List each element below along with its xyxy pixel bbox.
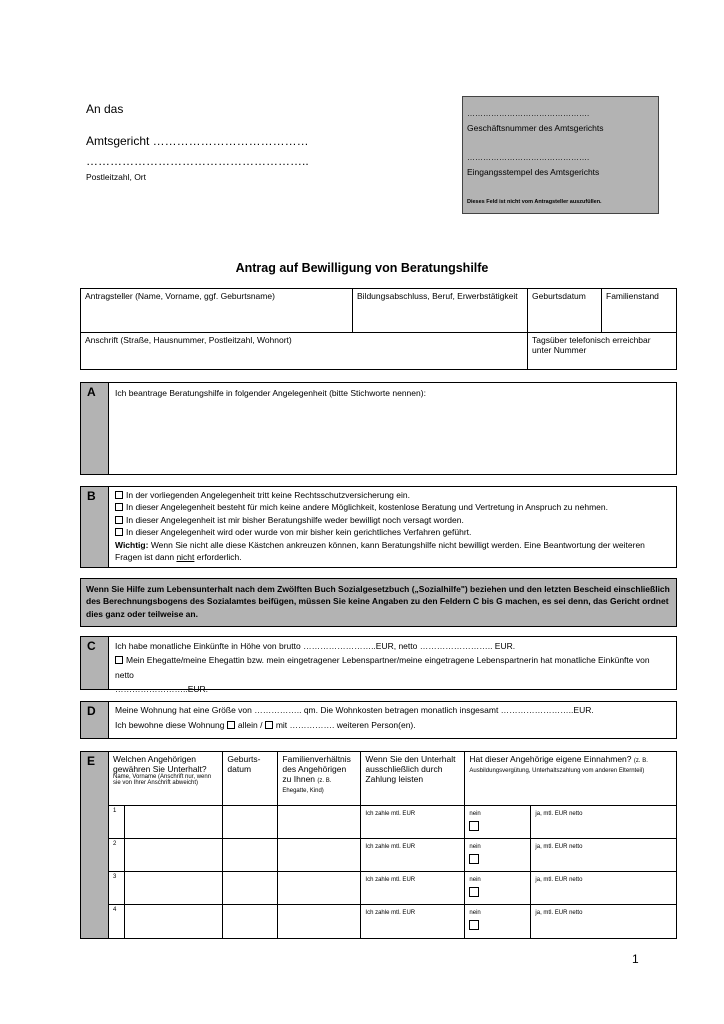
housing-size-line[interactable]: Meine Wohnung hat eine Größe von …………….. qm. Die Wohnkosten betragen monatlich insgesamt ……………………..EUR. [115, 705, 594, 715]
section-a-text: Ich beantrage Beratungshilfe in folgender Angelegenheit (bitte Stichworte nennen): [115, 388, 426, 398]
dependent-income-no: nein [465, 839, 531, 872]
section-b-letter: B [81, 487, 109, 567]
dependent-relation-field[interactable] [278, 872, 361, 905]
page-number: 1 [632, 952, 639, 966]
dependent-birthdate-field[interactable] [223, 905, 278, 939]
spouse-income-line: Mein Ehegatte/meine Ehegattin bzw. mein eingetragener Lebenspartner/meine eingetragene Lebenspartnerin hat monatliche Einkünfte von netto [115, 655, 650, 680]
section-d [80, 701, 677, 739]
dependents-name-header: Welchen Angehörigen gewähren Sie Unterhalt? Name, Vorname (Anschrift nur, wenn sie von Ihrer Anschrift abweicht) [109, 752, 223, 806]
dependent-birthdate-field[interactable] [223, 839, 278, 872]
housing-occupancy-line: Ich bewohne diese Wohnung allein / mit ……………. weiteren Person(en). [115, 719, 416, 730]
b-checkbox-1[interactable] [115, 491, 123, 499]
dependent-payment-field[interactable]: Ich zahle mtl. EUR [361, 872, 465, 905]
applicant-name-field[interactable] [81, 289, 353, 333]
dependents-relation-header: Familienverhältnis des Angehörigen zu Ihnen (z. B. Ehegatte, Kind) [278, 752, 361, 806]
spouse-income-amount[interactable]: ……………………..EUR. [115, 684, 209, 695]
matter-description-field[interactable] [109, 383, 676, 474]
dependents-birthdate-header: Geburts-datum [223, 752, 278, 806]
case-number-label: Geschäftsnummer des Amtsgerichts [467, 123, 604, 133]
section-c [80, 636, 677, 695]
dependents-row-3: 3 Ich zahle mtl. EUR nein ja, mtl. EUR netto [109, 872, 677, 905]
dependents-income-header: Hat dieser Angehörige eigene Einnahmen? (z. B. Ausbildungsvergütung, Unterhaltszahlung vom anderen Elternteil) [465, 752, 677, 806]
spouse-checkbox[interactable] [115, 656, 123, 664]
dependent-relation-field[interactable] [278, 905, 361, 939]
dependent-payment-field[interactable]: Ich zahle mtl. EUR [361, 806, 465, 839]
no-income-checkbox[interactable] [469, 920, 479, 930]
section-a-letter: A [81, 383, 109, 474]
b-checkbox-2[interactable] [115, 503, 123, 511]
dependent-income-no: nein [465, 872, 531, 905]
dependent-name-field[interactable] [125, 872, 223, 905]
phone-label: Tagsüber telefonisch erreichbar unter Nummer [532, 335, 651, 355]
b-item-4: In dieser Angelegenheit wird oder wurde von mir bisher kein gerichtliches Verfahren geführt. [115, 526, 670, 538]
dependent-birthdate-field[interactable] [223, 806, 278, 839]
dependent-income-yes-field[interactable]: ja, mtl. EUR netto [531, 905, 677, 939]
b-checkbox-3[interactable] [115, 516, 123, 524]
case-number-dots: ………………………………………. [467, 109, 590, 118]
applicant-name-label: Antragsteller (Name, Vorname, ggf. Geburtsname) [85, 291, 275, 301]
dependent-income-no: nein [465, 806, 531, 839]
phone-field[interactable] [528, 333, 677, 370]
dependent-payment-field[interactable]: Ich zahle mtl. EUR [361, 905, 465, 939]
stamp-note: Dieses Feld ist nicht vom Antragsteller auszufüllen. [467, 199, 602, 205]
court-stamp-box [462, 96, 659, 214]
postleitzahl-ort-label: Postleitzahl, Ort [86, 172, 146, 182]
dependents-row-2: 2 Ich zahle mtl. EUR nein ja, mtl. EUR netto [109, 839, 677, 872]
education-field[interactable] [353, 289, 528, 333]
alone-checkbox[interactable] [227, 721, 235, 729]
marital-status-label: Familienstand [606, 291, 659, 301]
dependents-row-1: 1 Ich zahle mtl. EUR nein ja, mtl. EUR netto [109, 806, 677, 839]
dependent-income-yes-field[interactable]: ja, mtl. EUR netto [531, 806, 677, 839]
section-e-letter: E [80, 751, 109, 939]
dependent-income-yes-field[interactable]: ja, mtl. EUR netto [531, 872, 677, 905]
section-b [80, 486, 677, 568]
b-item-1: In der vorliegenden Angelegenheit tritt keine Rechtsschutzversicherung ein. [115, 489, 670, 501]
dependent-birthdate-field[interactable] [223, 872, 278, 905]
no-income-checkbox[interactable] [469, 887, 479, 897]
sozialhilfe-notice: Wenn Sie Hilfe zum Lebensunterhalt nach dem Zwölften Buch Sozialgesetzbuch („Sozialhilfe") beziehen und den letzten Bescheid einschließlich des Berechnungsbogens des Sozialamtes beifügen, müssen Sie keine Angaben zu den Feldern C bis G machen, es sei denn, das Gericht ordnet dies ganz oder teilweise an. [80, 578, 677, 627]
dependent-payment-field[interactable]: Ich zahle mtl. EUR [361, 839, 465, 872]
no-income-checkbox[interactable] [469, 854, 479, 864]
court-address-field[interactable]: ……………………………………………….. [86, 154, 309, 168]
dependent-income-yes-field[interactable]: ja, mtl. EUR netto [531, 839, 677, 872]
income-line[interactable]: Ich habe monatliche Einkünfte in Höhe von brutto ……………………..EUR, netto …………………….. EUR. [115, 641, 516, 651]
applicant-table [80, 288, 677, 370]
dependent-income-no: nein [465, 905, 531, 939]
addressee-label: An das [86, 102, 124, 116]
address-field[interactable] [81, 333, 528, 370]
dependents-table [108, 751, 677, 939]
stamp-dots: ………………………………………. [467, 153, 590, 162]
court-name-field[interactable]: Amtsgericht ………………………………… [86, 134, 309, 148]
marital-status-field[interactable] [602, 289, 677, 333]
section-c-letter: C [81, 637, 109, 689]
birthdate-field[interactable] [528, 289, 602, 333]
b-important-note: Wichtig: Wenn Sie nicht alle diese Kästchen ankreuzen können, kann Beratungshilfe nicht bewilligt werden. Eine Beantwortung der weiteren Fragen ist dann nicht erforderlich. [115, 539, 645, 563]
dependents-payment-header: Wenn Sie den Unterhalt ausschließlich durch Zahlung leisten [361, 752, 465, 806]
birthdate-label: Geburtsdatum [532, 291, 586, 301]
dependent-name-field[interactable] [125, 806, 223, 839]
b-item-2: In dieser Angelegenheit besteht für mich keine andere Möglichkeit, kostenlose Beratung und Vertretung in Anspruch zu nehmen. [115, 501, 670, 513]
education-label: Bildungsabschluss, Beruf, Erwerbstätigkeit [357, 291, 518, 301]
stamp-label: Eingangsstempel des Amtsgerichts [467, 167, 600, 177]
section-d-letter: D [81, 702, 109, 738]
dependent-name-field[interactable] [125, 905, 223, 939]
dependent-relation-field[interactable] [278, 806, 361, 839]
dependent-name-field[interactable] [125, 839, 223, 872]
no-income-checkbox[interactable] [469, 821, 479, 831]
address-label: Anschrift (Straße, Hausnummer, Postleitzahl, Wohnort) [85, 335, 292, 345]
with-others-checkbox[interactable] [265, 721, 273, 729]
b-checkbox-4[interactable] [115, 528, 123, 536]
dependent-relation-field[interactable] [278, 839, 361, 872]
dependents-row-4: 4 Ich zahle mtl. EUR nein ja, mtl. EUR netto [109, 905, 677, 939]
form-title: Antrag auf Bewilligung von Beratungshilfe [235, 261, 489, 275]
section-a [80, 382, 677, 475]
b-item-3: In dieser Angelegenheit ist mir bisher Beratungshilfe weder bewilligt noch versagt worden. [115, 514, 670, 526]
